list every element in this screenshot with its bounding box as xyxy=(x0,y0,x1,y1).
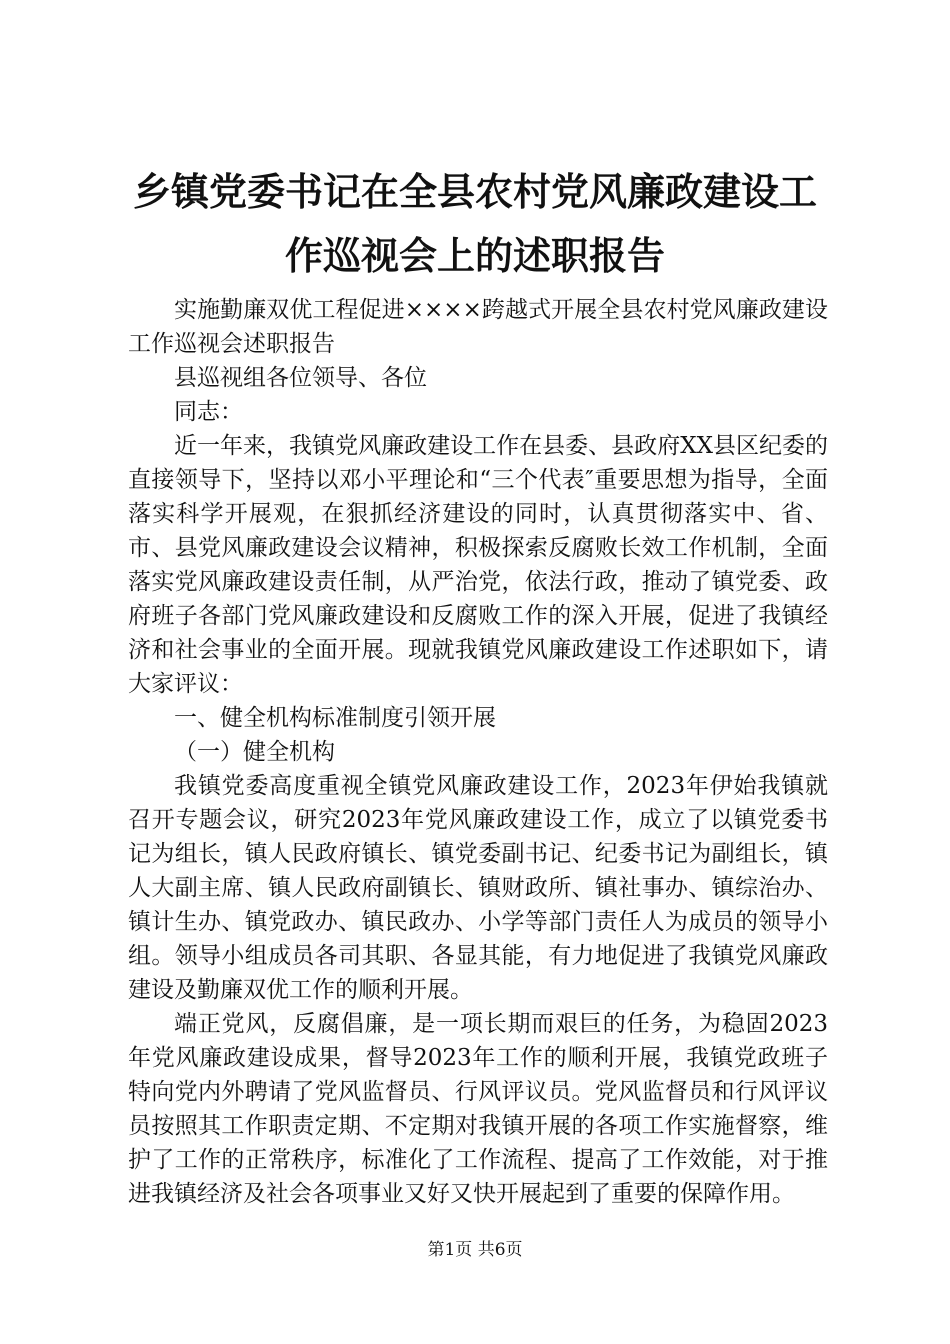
page-footer: 第1页 共6页 xyxy=(427,1240,523,1260)
subsection-heading: （一）健全机构 xyxy=(174,739,335,765)
paragraph-body: 端正党风，反腐倡廉，是一项长期而艰巨的任务，为稳固2023年党风廉政建设成果，督导2023年工作的顺利开展，我镇党政班子特向党内外聘请了党风监督员、行风评议员。党风监督员和行风评议员按照其工作职责定期、不定期对我镇开展的各项工作实施督察，维护了工作的正常秩序，标准化了工作流程、提高了工作效能，对于推进我镇经济及社会各项事业又好又快开展起到了重要的保障作用。 xyxy=(128,1011,828,1207)
section-heading: 一、健全机构标准制度引领开展 xyxy=(174,705,496,731)
paragraph-salutation-cont: 同志： xyxy=(174,399,243,425)
paragraph-body: 我镇党委高度重视全镇党风廉政建设工作，2023年伊始我镇就召开专题会议，研究2023年党风廉政建设工作，成立了以镇党委书记为组长，镇人民政府镇长、镇党委副书记、纪委书记为副组长，镇人大副主席、镇人民政府副镇长、镇财政所、镇社事办、镇综治办、镇计生办、镇党政办、镇民政办、小学等部门责任人为成员的领导小组。领导小组成员各司其职、各显其能，有力地促进了我镇党风廉政建设及勤廉双优工作的顺利开展。 xyxy=(128,773,828,1003)
document-title: 乡镇党委书记在全县农村党风廉政建设工作巡视会上的述职报告 xyxy=(132,169,817,278)
paragraph-intro: 近一年来，我镇党风廉政建设工作在县委、县政府XX县区纪委的直接领导下，坚持以邓小平理论和“三个代表″重要思想为指导，全面落实科学开展观，在狠抓经济建设的同时，认真贯彻落实中、省、市、县党风廉政建设会议精神，积极探索反腐败长效工作机制，全面落实党风廉政建设责任制，从严治党，依法行政，推动了镇党委、政府班子各部门党风廉政建设和反腐败工作的深入开展，促进了我镇经济和社会事业的全面开展。现就我镇党风廉政建设工作述职如下，请大家评议： xyxy=(128,433,828,697)
paragraph-salutation: 县巡视组各位领导、各位 xyxy=(174,365,427,391)
document-body xyxy=(128,293,828,1211)
paragraph-subtitle: 实施勤廉双优工程促进××××跨越式开展全县农村党风廉政建设工作巡视会述职报告 xyxy=(128,297,828,357)
